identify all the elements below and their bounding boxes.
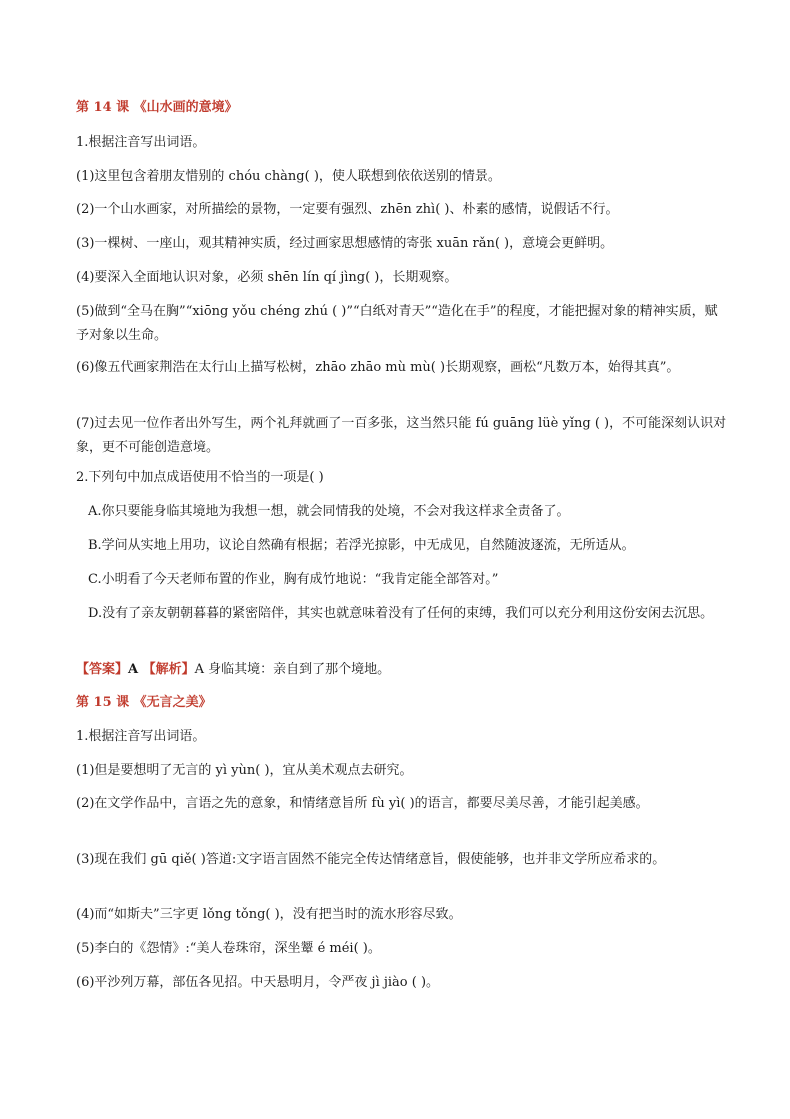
option-c: C.小明看了今天老师布置的作业，胸有成竹地说：“我肯定能全部答对。” bbox=[88, 572, 499, 587]
option-a: A.你只要能身临其境地为我想一想，就会同情我的处境，不会对我这样求全责备了。 bbox=[88, 504, 570, 519]
lesson-15-item-5: (5)李白的《怨情》:“美人卷珠帘，深坐颦 é méi( )。 bbox=[76, 941, 381, 956]
lesson-15-item-1: (1)但是要想明了无言的 yì yùn( )，宜从美术观点去研究。 bbox=[76, 763, 413, 778]
lesson-15-item-4: (4)而“如斯夫”三字更 lǒng tǒng( )，没有把当时的流水形容尽致。 bbox=[76, 907, 462, 922]
lesson-14-item-6: (6)像五代画家荆浩在太行山上描写松树，zhāo zhāo mù mù( )长期观察，画松“凡数万本，始得其真”。 bbox=[76, 360, 680, 375]
analysis-tag: 【解析】 bbox=[142, 662, 195, 677]
lesson-14-q2-title: 2.下列句中加点成语使用不恰当的一项是( ) bbox=[76, 470, 324, 485]
lesson-14-item-4: (4)要深入全面地认识对象，必须 shēn lín qí jìng( )，长期观察。 bbox=[76, 270, 458, 285]
lesson-14-item-1: (1)这里包含着朋友惜别的 chóu chàng( )，使人联想到依依送别的情景。 bbox=[76, 169, 501, 184]
analysis-text: A 身临其境：亲自到了那个境地。 bbox=[194, 662, 391, 677]
lesson-15-item-3: (3)现在我们 gū qiě( )答道:文字语言固然不能完全传达情绪意旨，假使能够，也并非文学所应希求的。 bbox=[76, 852, 666, 867]
lesson-15-item-2: (2)在文学作品中，言语之先的意象，和情绪意旨所 fù yì( )的语言，都要尽美尽善，才能引起美感。 bbox=[76, 796, 649, 811]
option-b: B.学问从实地上用功，议论自然确有根据；若浮光掠影，中无成见，自然随波逐流，无所适从。 bbox=[88, 538, 635, 553]
lesson-15-item-6: (6)平沙列万幕，部伍各见招。中天悬明月，令严夜 jì jiào ( )。 bbox=[76, 975, 440, 990]
lesson-15-title: 第 15 课 《无言之美》 bbox=[76, 695, 212, 710]
option-d: D.没有了亲友朝朝暮暮的紧密陪伴，其实也就意味着没有了任何的束缚，我们可以充分利用这份安闲去沉思。 bbox=[88, 606, 714, 621]
lesson-14-item-5: (5)做到“全马在胸”“xiōng yǒu chéng zhú ( )”“白纸对青天”“造化在手”的程度，才能把握对象的精神实质，赋予对象以生命。 bbox=[76, 304, 718, 343]
lesson-14-q1-title: 1.根据注音写出词语。 bbox=[76, 135, 206, 150]
lesson-14-item-3: (3)一棵树、一座山，观其精神实质，经过画家思想感情的寄张 xuān rǎn( )，意境会更鲜明。 bbox=[76, 236, 614, 251]
lesson-15-q1-title: 1.根据注音写出词语。 bbox=[76, 729, 206, 744]
answer-line bbox=[76, 658, 730, 682]
lesson-14-item-7: (7)过去见一位作者出外写生，两个礼拜就画了一百多张，这当然只能 fú guāng lüè yǐng ( )，不可能深刻认识对象，更不可能创造意境。 bbox=[76, 416, 727, 455]
lesson-14-item-2: (2)一个山水画家，对所描绘的景物，一定要有强烈、zhēn zhì( )、朴素的感情，说假话不行。 bbox=[76, 202, 619, 217]
answer-tag: 【答案】 bbox=[76, 662, 129, 677]
lesson-14-title: 第 14 课 《山水画的意境》 bbox=[76, 100, 238, 115]
answer-value: A bbox=[128, 662, 139, 677]
